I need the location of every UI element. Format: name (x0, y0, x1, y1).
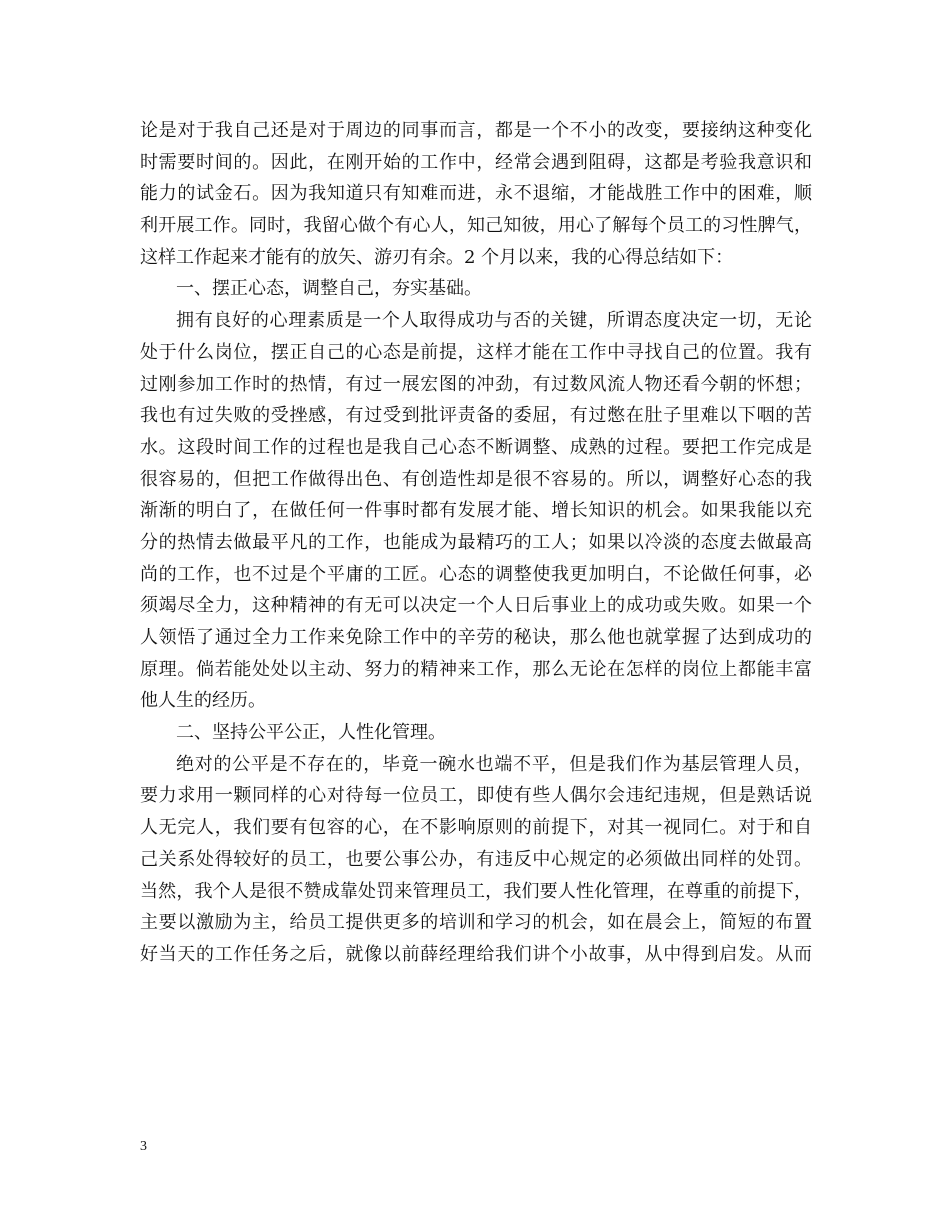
text-line: 过刚参加工作时的热情，有过一展宏图的冲劲，有过数风流人物还看今朝的怀想； (140, 373, 812, 395)
text-line: 这样工作起来才能有的放矢、游刃有余。2 个月以来，我的心得总结如下： (140, 246, 734, 268)
page-number: 3 (140, 1139, 147, 1154)
text-line: 我也有过失败的受挫感，有过受到批评责备的委屈，有过憋在肚子里难以下咽的苦 (140, 405, 812, 427)
text-line: 人无完人，我们要有包容的心，在不影响原则的前提下，对其一视同仁。对于和自 (140, 817, 812, 839)
text-line: 尚的工作，也不过是个平庸的工匠。心态的调整使我更加明白，不论做任何事，必 (140, 563, 812, 585)
text-line: 要力求用一颗同样的心对待每一位员工，即使有些人偶尔会违纪违规，但是熟话说 (140, 785, 812, 807)
text-line: 很容易的，但把工作做得出色、有创造性却是很不容易的。所以，调整好心态的我 (140, 468, 812, 490)
text-line: 原理。倘若能处处以主动、努力的精神来工作，那么无论在怎样的岗位上都能丰富 (140, 658, 812, 680)
text-line: 分的热情去做最平凡的工作，也能成为最精巧的工人；如果以冷淡的态度去做最高 (140, 531, 812, 553)
section-heading: 一、摆正心态，调整自己，夯实基础。 (176, 278, 482, 300)
text-line: 须竭尽全力，这种精神的有无可以决定一个人日后事业上的成功或失败。如果一个 (140, 595, 812, 617)
text-line: 时需要时间的。因此，在刚开始的工作中，经常会遇到阻碍，这都是考验我意识和 (140, 151, 812, 173)
text-line: 绝对的公平是不存在的，毕竟一碗水也端不平，但是我们作为基层管理人员， (176, 753, 812, 775)
text-line: 主要以激励为主，给员工提供更多的培训和学习的机会，如在晨会上，简短的布置 (140, 912, 812, 934)
text-line: 人领悟了通过全力工作来免除工作中的辛劳的秘诀，那么他也就掌握了达到成功的 (140, 627, 812, 648)
text-line: 己关系处得较好的员工，也要公事公办，有违反中心规定的必须做出同样的处罚。 (140, 848, 812, 870)
text-line: 好当天的工作任务之后，就像以前薛经理给我们讲个小故事，从中得到启发。从而 (140, 943, 812, 965)
text-line: 处于什么岗位，摆正自己的心态是前提，这样才能在工作中寻找自己的位置。我有 (140, 341, 812, 363)
section-heading: 二、坚持公平公正，人性化管理。 (176, 722, 446, 744)
text-line: 论是对于我自己还是对于周边的同事而言，都是一个不小的改变，要接纳这种变化 (140, 120, 812, 141)
text-line: 拥有良好的心理素质是一个人取得成功与否的关键，所谓态度决定一切，无论 (176, 310, 812, 332)
text-line: 能力的试金石。因为我知道只有知难而进，永不退缩，才能战胜工作中的困难，顺 (140, 183, 812, 205)
body-text (140, 115, 812, 971)
text-line: 利开展工作。同时，我留心做个有心人，知己知彼，用心了解每个员工的习性脾气， (140, 215, 812, 237)
text-line: 水。这段时间工作的过程也是我自己心态不断调整、成熟的过程。要把工作完成是 (140, 436, 812, 458)
text-line: 渐渐的明白了，在做任何一件事时都有发展才能、增长知识的机会。如果我能以充 (140, 500, 812, 522)
text-line: 他人生的经历。 (140, 690, 266, 712)
text-line: 当然，我个人是很不赞成靠处罚来管理员工，我们要人性化管理，在尊重的前提下， (140, 880, 812, 902)
